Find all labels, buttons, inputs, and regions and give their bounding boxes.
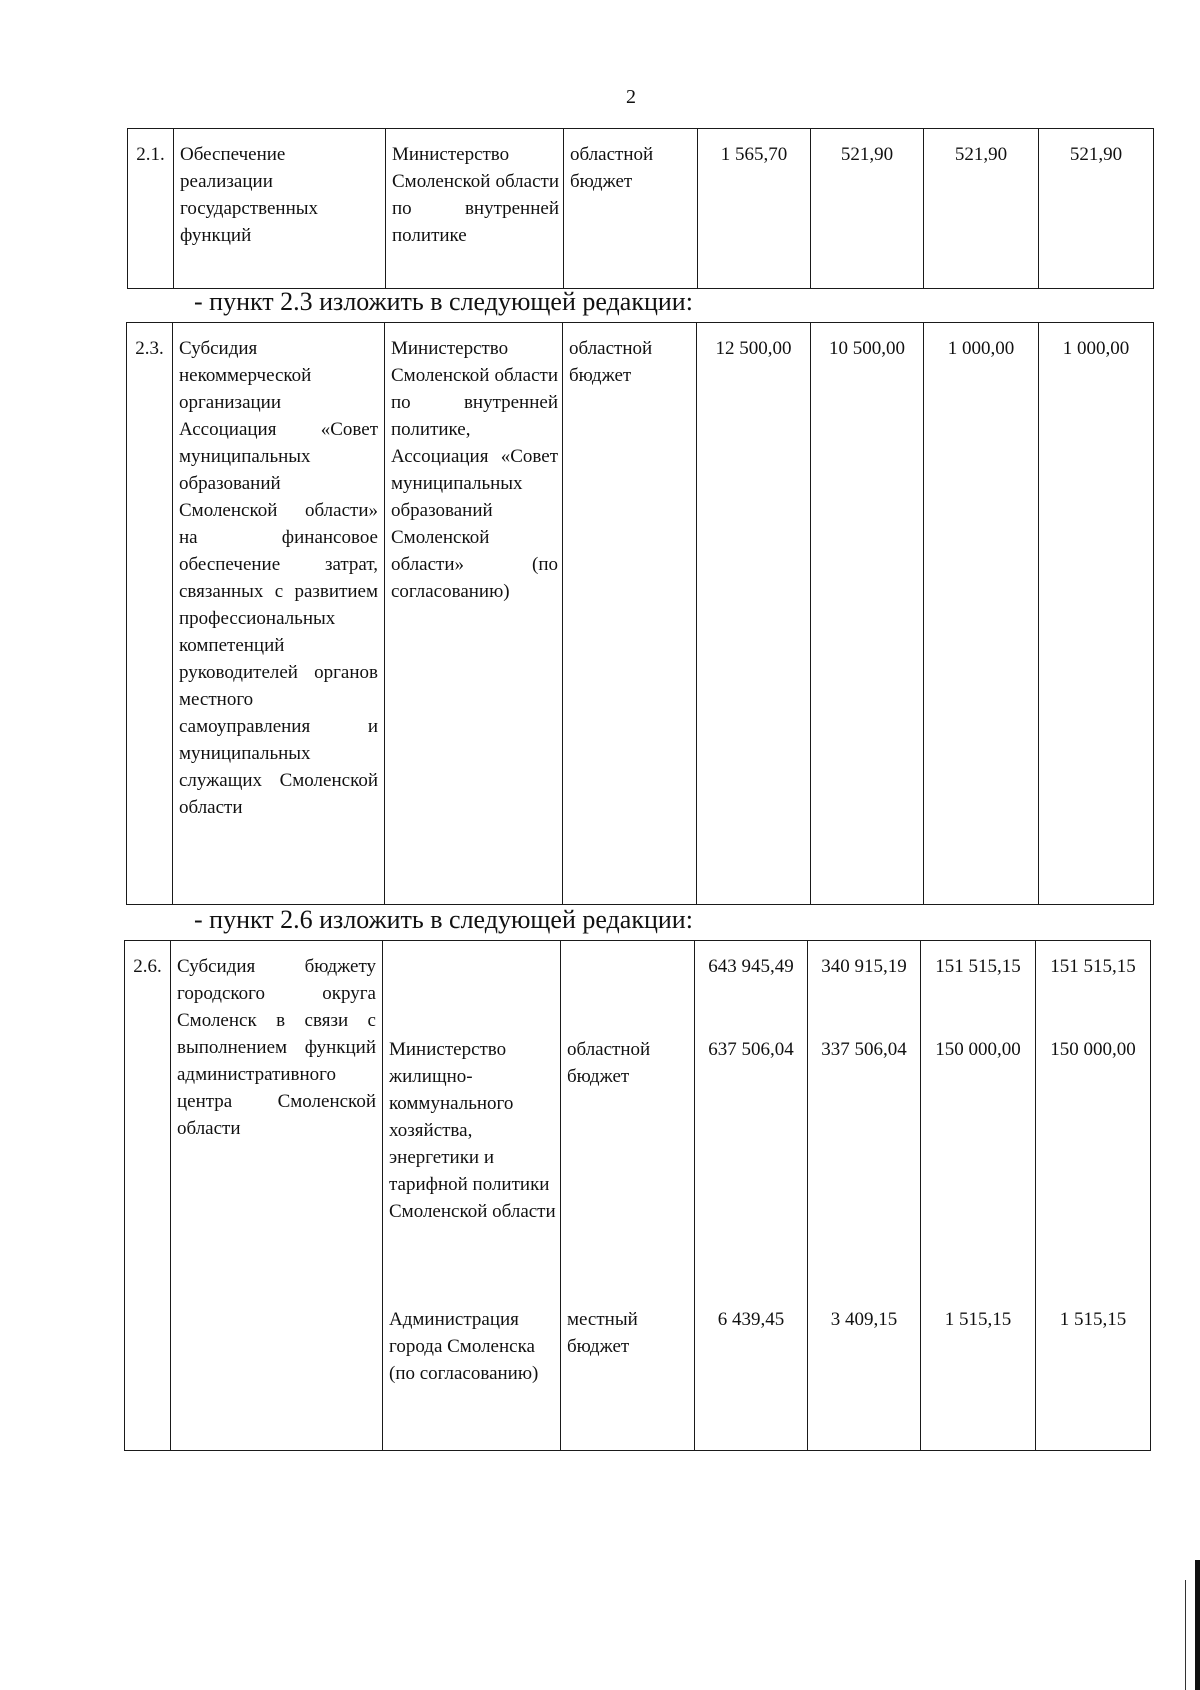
activity-name: Обеспечение реализации государственных функций bbox=[174, 129, 386, 289]
value-year-3-sum: 151 515,15 bbox=[1050, 956, 1136, 977]
executor-cell bbox=[383, 941, 561, 1451]
value-year-2-sum: 151 515,15 bbox=[935, 956, 1021, 977]
section-heading-2-3: - пункт 2.3 изложить в следующей редакции: bbox=[194, 287, 693, 316]
value-year-3-cell bbox=[1036, 941, 1151, 1451]
value-year-1-cell bbox=[808, 941, 921, 1451]
scan-edge-rule bbox=[1195, 1560, 1200, 1690]
value-year-1-sum: 340 915,19 bbox=[821, 956, 907, 977]
value-total-cell bbox=[695, 941, 808, 1451]
row-number: 2.1. bbox=[128, 129, 174, 289]
value-year-2-cell bbox=[921, 941, 1036, 1451]
value-total: 12 500,00 bbox=[697, 323, 811, 905]
funding-source-regional: областной бюджет bbox=[567, 1039, 651, 1087]
value-total-sum: 643 945,49 bbox=[708, 956, 794, 977]
section-heading-2-6: - пункт 2.6 изложить в следующей редакции: bbox=[194, 905, 693, 934]
value-year-1-local: 3 409,15 bbox=[830, 1309, 898, 1330]
value-total: 1 565,70 bbox=[698, 129, 811, 289]
row-number: 2.6. bbox=[125, 941, 171, 1451]
executor-local: Администрация города Смоленска (по согласованию) bbox=[389, 1309, 539, 1384]
value-year-2: 521,90 bbox=[924, 129, 1039, 289]
table-row-2-6 bbox=[124, 940, 1151, 1451]
value-year-1: 521,90 bbox=[811, 129, 924, 289]
table-row-2-3 bbox=[126, 322, 1154, 905]
value-year-3: 521,90 bbox=[1039, 129, 1154, 289]
page-number: 2 bbox=[626, 86, 636, 108]
funding-source-local: местный бюджет bbox=[567, 1309, 638, 1357]
value-year-1: 10 500,00 bbox=[811, 323, 924, 905]
scan-edge-line bbox=[1185, 1580, 1186, 1690]
value-year-2-local: 1 515,15 bbox=[944, 1309, 1012, 1330]
activity-name: Субсидия некоммерческой организации Ассоциация «Совет муниципальных образований Смоленской области» на финансовое обеспечение затрат, связанных с развитием профессиональных компетенций руководителей органов местного самоуправления и муниципальных служащих Смоленской области bbox=[173, 323, 385, 905]
value-year-3-local: 1 515,15 bbox=[1059, 1309, 1127, 1330]
funding-source-cell bbox=[561, 941, 695, 1451]
value-total-local: 6 439,45 bbox=[717, 1309, 785, 1330]
funding-source: областной бюджет bbox=[563, 323, 697, 905]
executor: Министерство Смоленской области по внутренней политике bbox=[386, 129, 564, 289]
table-row-2-1 bbox=[127, 128, 1154, 289]
value-year-2: 1 000,00 bbox=[924, 323, 1039, 905]
value-year-1-regional: 337 506,04 bbox=[821, 1039, 907, 1060]
executor-regional: Министерство жилищно-коммунального хозяйства, энергетики и тарифной политики Смоленской области bbox=[389, 1039, 556, 1222]
executor: Министерство Смоленской области по внутренней политике, Ассоциация «Совет муниципальных образований Смоленской области» (по согласованию) bbox=[385, 323, 563, 905]
value-year-3-regional: 150 000,00 bbox=[1050, 1039, 1136, 1060]
funding-source: областной бюджет bbox=[564, 129, 698, 289]
value-year-3: 1 000,00 bbox=[1039, 323, 1154, 905]
value-total-regional: 637 506,04 bbox=[708, 1039, 794, 1060]
row-number: 2.3. bbox=[127, 323, 173, 905]
value-year-2-regional: 150 000,00 bbox=[935, 1039, 1021, 1060]
activity-name: Субсидия бюджету городского округа Смоленск в связи с выполнением функций административного центра Смоленской области bbox=[171, 941, 383, 1451]
